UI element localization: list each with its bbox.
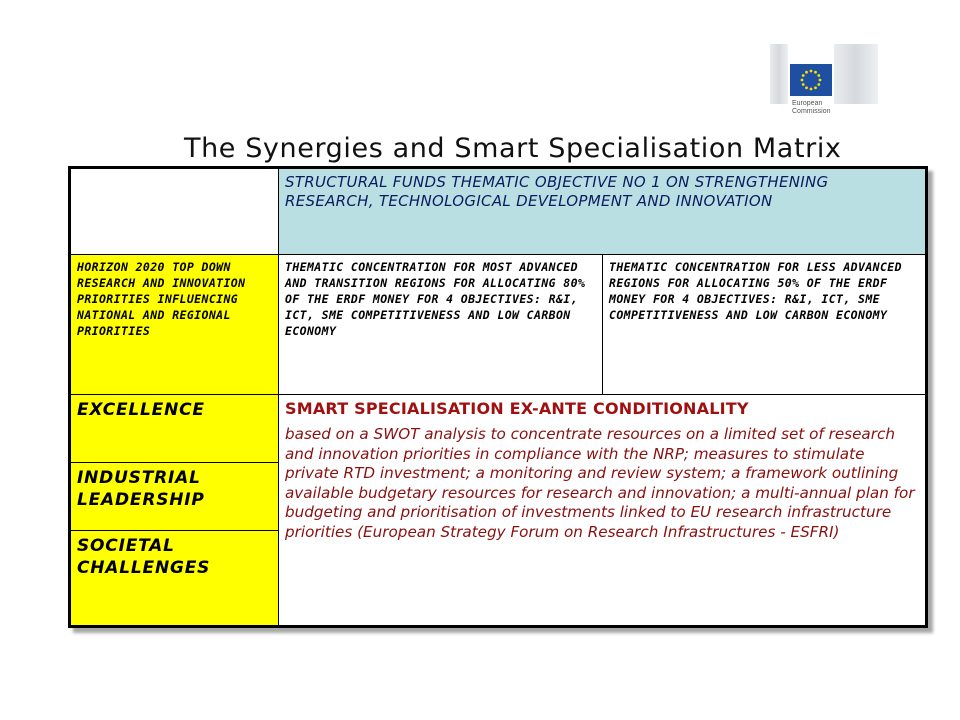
horizon-priorities-cell [68, 254, 280, 396]
excellence-cell [68, 394, 280, 464]
most-advanced-regions-cell [278, 254, 604, 396]
societal-challenges-label: SOCIETAL CHALLENGES [77, 536, 211, 578]
smart-specialisation-heading: SMART SPECIALISATION EX-ANTE CONDITIONALITY [285, 399, 749, 418]
structural-funds-header-text: STRUCTURAL FUNDS THEMATIC OBJECTIVE NO 1 ON STRENGTHENING RESEARCH, TECHNOLOGICAL DEVELOPMENT AND INNOVATION [285, 173, 829, 210]
logo-caption-line2: Commission [792, 108, 831, 115]
smart-specialisation-cell [278, 394, 928, 628]
european-commission-logo [770, 44, 880, 122]
logo-caption-line1: European [792, 100, 823, 107]
excellence-label: EXCELLENCE [77, 400, 205, 420]
synergies-matrix [68, 166, 928, 628]
industrial-leadership-label: INDUSTRIAL LEADERSHIP [77, 468, 205, 510]
logo-building-left [770, 44, 788, 104]
slide-title: The Synergies and Smart Specialisation Matrix [184, 133, 842, 164]
structural-funds-header-cell [278, 166, 928, 256]
matrix-corner-cell [68, 166, 280, 256]
smart-specialisation-body: based on a SWOT analysis to concentrate resources on a limited set of research and innovation priorities in compliance with the NRP; measures to stimulate private RTD investment; a monitoring and review system; a framework outlining available budgetary resources for research and innovation; a multi-annual plan for budgeting and prioritisation of investments linked to EU research infrastructure priorities (European Strategy Forum on Research Infrastructures - ESFRI) [285, 425, 915, 541]
less-advanced-regions-cell [602, 254, 928, 396]
most-advanced-regions-text: THEMATIC CONCENTRATION FOR MOST ADVANCED AND TRANSITION REGIONS FOR ALLOCATING 80% OF THE ERDF MONEY FOR 4 OBJECTIVES: R&I, ICT, SME COMPETITIVENESS AND LOW CARBON ECONOMY [285, 260, 586, 338]
horizon-priorities-text: HORIZON 2020 TOP DOWN RESEARCH AND INNOVATION PRIORITIES INFLUENCING NATIONAL AND REGIONAL PRIORITIES [77, 260, 246, 338]
less-advanced-regions-text: THEMATIC CONCENTRATION FOR LESS ADVANCED REGIONS FOR ALLOCATING 50% OF THE ERDF MONEY FOR 4 OBJECTIVES: R&I, ICT, SME COMPETITIVENESS AND LOW CARBON ECONOMY [609, 260, 902, 322]
eu-flag-icon [790, 64, 832, 96]
societal-challenges-cell [68, 530, 280, 628]
logo-caption [792, 100, 831, 116]
industrial-leadership-cell [68, 462, 280, 532]
logo-building-right [834, 44, 878, 104]
